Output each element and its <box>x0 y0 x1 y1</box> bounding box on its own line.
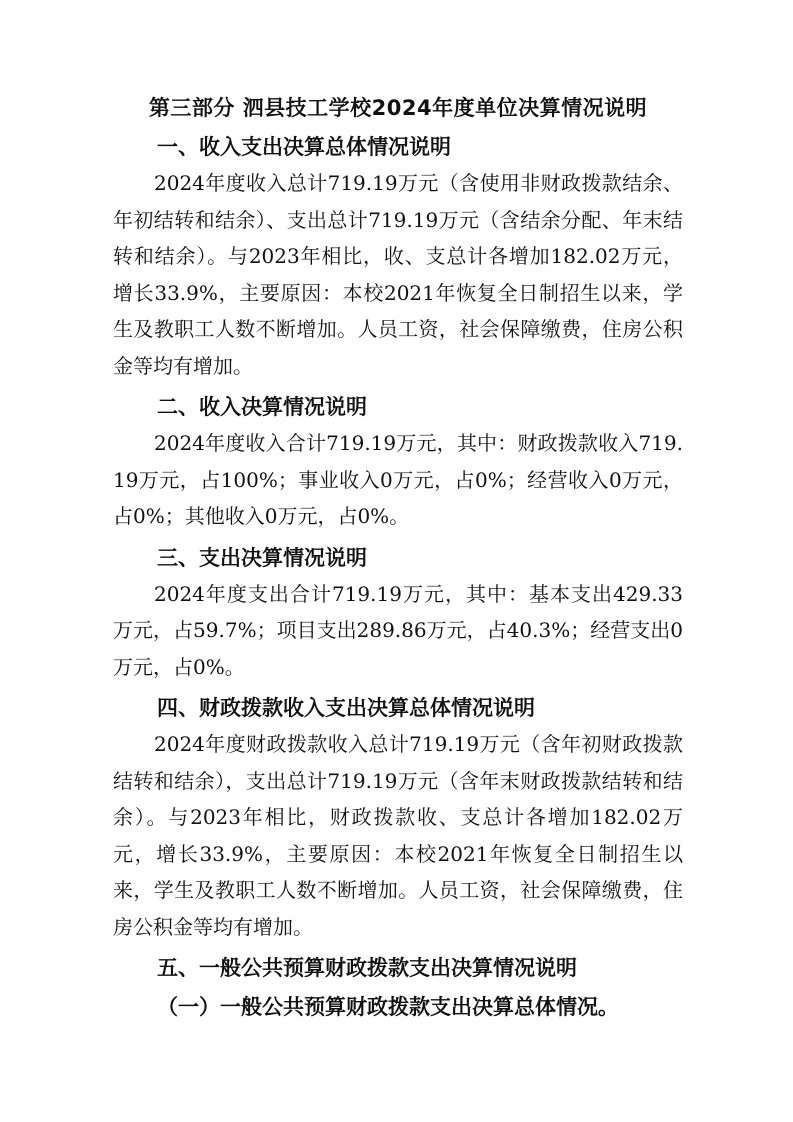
section-4-body: 2024年度财政拨款收入总计719.19万元（含年初财政拨款结转和结余），支出总计719.19万元（含年末财政拨款结转和结余）。与2023年相比，财政拨款收、支总计各增加182.02万元，增长33.9%，主要原因：本校2021年恢复全日制招生以来，学生及教职工人数不断增加。人员工资，社会保障缴费，住房公积金等均有增加。 <box>113 732 683 939</box>
section-1-body: 2024年度收入总计719.19万元（含使用非财政拨款结余、年初结转和结余）、支出总计719.19万元（含结余分配、年末结转和结余）。与2023年相比，收、支总计各增加182.02万元，增长33.9%，主要原因：本校2021年恢复全日制招生以来，学生及教职工人数不断增加。人员工资，社会保障缴费，住房公积金等均有增加。 <box>113 171 683 378</box>
section-4-heading: 四、财政拨款收入支出决算总体情况说明 <box>157 696 535 720</box>
section-1-heading: 一、收入支出决算总体情况说明 <box>157 135 451 159</box>
document-title: 第三部分 泗县技工学校2024年度单位决算情况说明 <box>148 96 648 120</box>
section-5-heading: 五、一般公共预算财政拨款支出决算情况说明 <box>157 956 577 980</box>
section-2-body: 2024年度收入合计719.19万元，其中：财政拨款收入719.19万元，占100%；事业收入0万元，占0%；经营收入0万元，占0%；其他收入0万元，占0%。 <box>113 431 683 528</box>
section-3-heading: 三、支出决算情况说明 <box>157 545 367 570</box>
section-5-subheading: （一）一般公共预算财政拨款支出决算总体情况。 <box>157 995 619 1019</box>
section-2-heading: 二、收入决算情况说明 <box>157 395 367 419</box>
section-3-body: 2024年度支出合计719.19万元，其中：基本支出429.33万元，占59.7%；项目支出289.86万元，占40.3%；经营支出0万元，占0%。 <box>113 581 683 679</box>
document-page <box>113 92 683 1023</box>
